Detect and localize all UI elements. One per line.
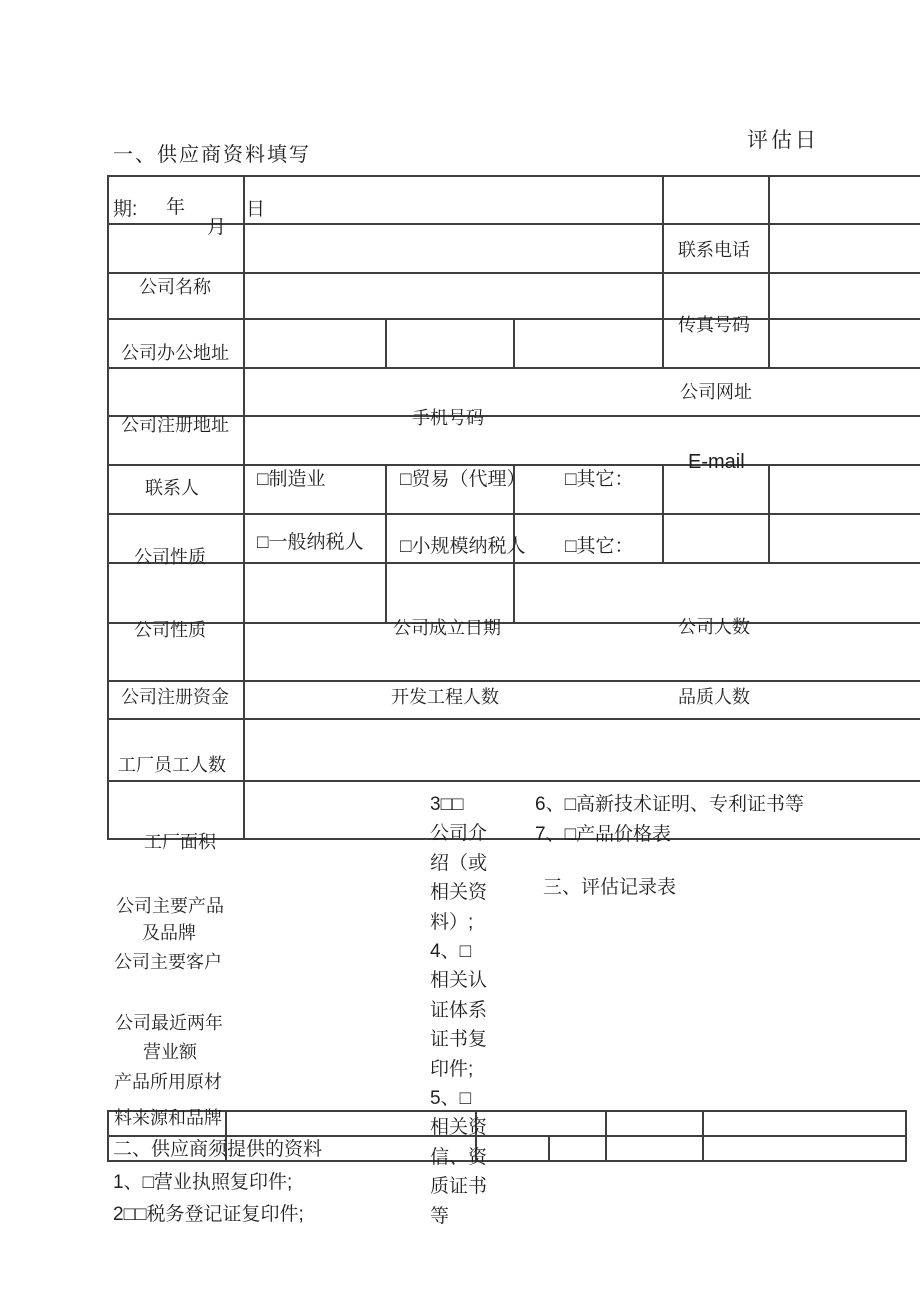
- label-mobile-number: 手机号码: [412, 408, 484, 428]
- date-year: 年: [166, 197, 186, 218]
- label-materials-2: 料来源和品牌: [114, 1108, 222, 1128]
- table-border-v: [243, 175, 245, 840]
- label-revenue-1: 公司最近两年: [115, 1013, 223, 1033]
- table-border-v: [662, 175, 664, 367]
- date-day: 日: [246, 199, 266, 220]
- label-company-nature-2: 公司性质: [134, 620, 206, 640]
- attachment-line: 相关资: [430, 1117, 488, 1139]
- label-revenue-2: 营业额: [143, 1042, 197, 1062]
- checkbox-small-taxpayer: □小规模纳税人: [400, 536, 526, 557]
- attachment-line: 料）;: [430, 911, 474, 933]
- label-company-headcount: 公司人数: [678, 617, 750, 637]
- required-doc-item-2: 2□□税务登记证复印件;: [113, 1204, 304, 1225]
- table-border-v: [385, 464, 387, 622]
- table-border-h: [107, 367, 920, 369]
- checkbox-general-taxpayer: □一般纳税人: [257, 532, 364, 553]
- table-border-v: [768, 464, 770, 562]
- section3-title: 三、评估记录表: [543, 877, 677, 898]
- date-prefix: 期:: [113, 199, 138, 220]
- label-qa-headcount: 品质人数: [678, 687, 750, 707]
- attachment-line: 印件;: [430, 1058, 474, 1080]
- label-materials-1: 产品所用原材: [114, 1072, 222, 1092]
- label-office-address: 公司办公地址: [121, 343, 229, 363]
- table-border-h: [107, 272, 920, 274]
- table-border-h: [107, 175, 920, 177]
- table-border-h: [107, 223, 920, 225]
- label-contact-person: 联系人: [145, 478, 199, 498]
- label-company-name: 公司名称: [139, 277, 211, 297]
- label-fax-number: 传真号码: [678, 315, 750, 335]
- label-company-nature-1: 公司性质: [134, 547, 206, 567]
- table-border-v: [702, 1110, 704, 1162]
- table-border-h: [107, 680, 920, 682]
- label-email: E-mail: [688, 451, 745, 473]
- label-rd-headcount: 开发工程人数: [391, 687, 499, 707]
- attachment-line: 5、□: [430, 1088, 472, 1110]
- attachment-line: 相关资: [430, 882, 488, 904]
- table-border-v: [768, 175, 770, 367]
- checkbox-other-2: □其它：: [565, 536, 634, 557]
- label-factory-area: 工厂面积: [144, 832, 216, 852]
- label-contact-phone: 联系电话: [678, 240, 750, 260]
- table-border-v: [662, 464, 664, 562]
- attachment-line: 信、资: [430, 1146, 488, 1168]
- attachments-narrow-column: [430, 790, 530, 1231]
- date-month: 月: [207, 217, 227, 238]
- label-establish-date: 公司成立日期: [393, 618, 501, 638]
- label-factory-headcount: 工厂员工人数: [118, 755, 226, 775]
- attachment-line: 绍（或: [430, 852, 488, 874]
- label-main-products-1: 公司主要产品: [116, 896, 224, 916]
- table-border-v: [107, 175, 109, 840]
- table-border-v: [107, 1110, 109, 1162]
- section2-title: 二、供应商须提供的资料: [113, 1139, 323, 1160]
- table-border-h: [107, 718, 920, 720]
- label-main-products-2: 及品牌: [142, 923, 196, 943]
- attachment-line: 4、□: [430, 941, 472, 963]
- required-doc-item-1: 1、□营业执照复印件;: [113, 1172, 293, 1193]
- table-border-h: [107, 780, 920, 782]
- attachment-line: 等: [430, 1205, 450, 1227]
- label-main-customers: 公司主要客户: [114, 952, 222, 972]
- checkbox-trading: □贸易（代理）: [400, 469, 526, 490]
- section1-title: 一、供应商资料填写: [113, 144, 311, 166]
- table-border-v: [905, 1110, 907, 1162]
- eval-date-label: 评估日: [747, 129, 819, 152]
- table-border-h: [107, 622, 920, 624]
- table-border-v: [385, 318, 387, 367]
- checkbox-other-1: □其它：: [565, 469, 634, 490]
- attachment-line: 证书复: [430, 1029, 488, 1051]
- required-doc-item-7: 7、□产品价格表: [535, 824, 672, 845]
- required-doc-item-6: 6、□高新技术证明、专利证书等: [535, 794, 805, 815]
- attachment-line: 3□□: [430, 794, 464, 815]
- table-border-v: [548, 1135, 550, 1162]
- label-company-website: 公司网址: [680, 382, 752, 402]
- checkbox-manufacturing: □制造业: [257, 469, 326, 490]
- attachment-line: 质证书: [430, 1176, 488, 1198]
- attachment-line: 证体系: [430, 999, 488, 1021]
- label-registered-capital: 公司注册资金: [121, 687, 229, 707]
- attachment-line: 公司介: [430, 823, 488, 845]
- table-border-v: [513, 318, 515, 367]
- label-registered-address: 公司注册地址: [121, 415, 229, 435]
- table-border-v: [605, 1110, 607, 1162]
- attachment-line: 相关认: [430, 970, 488, 992]
